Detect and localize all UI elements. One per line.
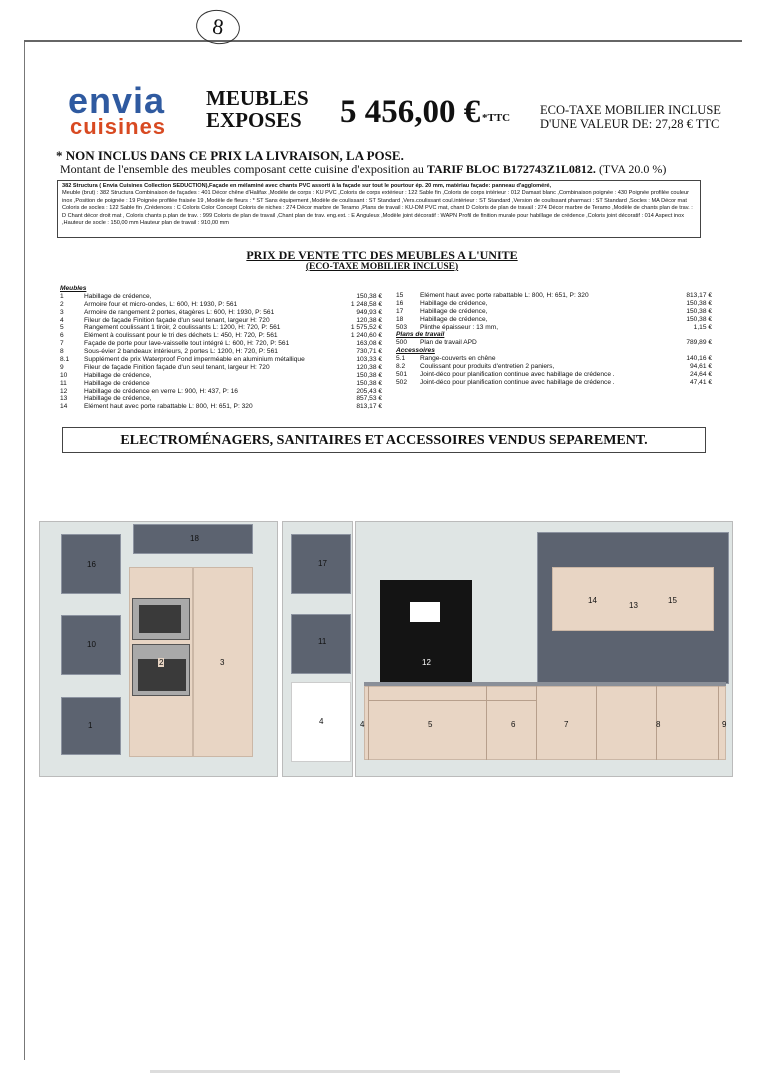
accessoire-row (396, 363, 712, 371)
item-price: 163,08 € (356, 340, 382, 348)
meuble-row (396, 308, 712, 316)
eco-tax-line2: D'UNE VALEUR DE: 27,28 € TTC (540, 117, 720, 131)
brand-logo-cuisines: cuisines (70, 114, 167, 139)
meuble-row (396, 292, 712, 300)
item-description: Coulissant pour produits d'entretien 2 paniers, (420, 363, 555, 371)
header-title (206, 87, 336, 131)
item-number: 502 (396, 378, 408, 386)
item-number: 500 (396, 339, 408, 347)
item-number: 1 (60, 292, 64, 300)
item-description: Joint-déco pour planification continue avec habillage de crédence . (420, 378, 615, 386)
item-description: Habillage de crédence, (420, 307, 488, 315)
item-number: 7 (60, 340, 64, 348)
item-price: 140,16 € (686, 355, 712, 363)
item-price: 150,38 € (686, 299, 712, 307)
item-number: 13 (60, 395, 68, 403)
item-description: Armoire de rangement 2 portes, étagères L: 600, H: 1930, P: 561 (84, 308, 275, 316)
item-price: 813,17 € (356, 403, 382, 411)
item-description: Range-couverts en chêne (420, 355, 496, 363)
label-4a: 4 (319, 717, 324, 726)
eco-tax-note (540, 103, 730, 131)
item-number: 14 (60, 403, 68, 411)
meuble-row (60, 340, 382, 348)
item-number: 5 (60, 324, 64, 332)
item-number: 501 (396, 370, 408, 378)
meuble-row (60, 403, 382, 411)
accessoires-heading: Accessoires (396, 347, 435, 355)
item-description: Plinthe épaisseur : 13 mm, (420, 323, 499, 331)
total-price: 5 456,00 € (340, 94, 481, 130)
label-5: 5 (428, 720, 433, 729)
meubles-heading: Meubles (60, 285, 87, 292)
eco-tax-line1: ECO-TAXE MOBILIER INCLUSE (540, 103, 721, 117)
label-14: 14 (588, 596, 597, 605)
scan-artifact (150, 1070, 620, 1073)
meuble-row (60, 372, 382, 380)
label-12: 12 (422, 658, 431, 667)
item-price: 1,15 € (693, 323, 712, 331)
meuble-row (60, 380, 382, 388)
item-price: 949,93 € (356, 308, 382, 316)
item-price: 120,38 € (356, 316, 382, 324)
item-description: Habillage de crédence, (420, 315, 488, 323)
montant-text: Montant de l'ensemble des meubles composant cette cuisine d'exposition au (60, 162, 424, 176)
item-description: Sous-évier 2 bandeaux intérieurs, 2 portes L: 1200, H: 720, P: 561 (84, 348, 278, 356)
label-15: 15 (668, 596, 677, 605)
kitchen-elevation-left (39, 521, 278, 777)
montant-line (60, 162, 666, 177)
section-subtitle: (ECO-TAXE MOBILIER INCLUSE) (305, 262, 459, 272)
meuble-row (60, 356, 382, 364)
item-description: Habillage de crédence, (420, 299, 488, 307)
item-description: Armoire four et micro-ondes, L: 600, H: 1930, P: 561 (84, 300, 238, 308)
glass-splashback-12 (380, 580, 472, 684)
label-16: 16 (87, 560, 96, 569)
item-description: Elément haut avec porte rabattable L: 800, H: 651, P: 320 (420, 292, 589, 299)
item-description: Supplément de prix Waterproof Fond imperméable en aluminium métallique (84, 356, 305, 364)
kitchen-elevation-right (355, 521, 733, 777)
label-11: 11 (318, 637, 327, 646)
accessoire-row (396, 355, 712, 363)
item-price: 205,43 € (356, 387, 382, 395)
item-number: 8.2 (396, 363, 406, 371)
item-number: 503 (396, 323, 408, 331)
item-description: Fileur de façade Finition façade d'un seul tenant, largeur H: 720 (84, 363, 270, 371)
item-price: 120,38 € (356, 363, 382, 371)
meuble-row (60, 324, 382, 332)
product-description-box (57, 180, 701, 238)
accessoire-row (396, 371, 712, 379)
item-description: Habillage de crédence (84, 379, 150, 387)
plans-heading: Plans de travail (396, 331, 445, 339)
plan-travail-row (396, 339, 712, 347)
meuble-row (60, 395, 382, 403)
oven (132, 644, 190, 696)
page-top-edge (24, 40, 742, 42)
item-price: 1 248,58 € (350, 300, 382, 308)
item-description: Habillage de crédence en verre L: 900, H: 437, P: 16 (84, 387, 238, 395)
item-price: 789,89 € (686, 339, 712, 347)
item-number: 12 (60, 387, 68, 395)
item-description: Habillage de crédence, (84, 292, 152, 300)
delivery-notice: * NON INCLUS DANS CE PRIX LA LIVRAISON, LA POSE. (56, 148, 404, 163)
price-list-right (396, 292, 712, 387)
label-10: 10 (87, 640, 96, 649)
accessoire-row (396, 379, 712, 387)
label-6: 6 (511, 720, 516, 729)
header-title-line1: MEUBLES (206, 86, 309, 110)
item-price: 730,71 € (356, 348, 382, 356)
item-number: 18 (396, 315, 404, 323)
brand-logo-envia: envia (68, 80, 166, 121)
item-number: 11 (60, 379, 67, 387)
item-price: 47,41 € (690, 378, 712, 386)
item-price: 94,61 € (690, 363, 712, 371)
label-9: 9 (722, 720, 727, 729)
item-price: 150,38 € (356, 292, 382, 300)
label-7: 7 (564, 720, 569, 729)
meuble-row (60, 309, 382, 317)
base-units (364, 686, 726, 760)
item-price: 150,38 € (686, 307, 712, 315)
item-price: 150,38 € (356, 371, 382, 379)
meuble-row (60, 364, 382, 372)
wall-units-14-15 (552, 567, 714, 631)
item-number: 3 (60, 308, 64, 316)
meuble-row (396, 300, 712, 308)
item-number: 4 (60, 316, 64, 324)
item-description: Façade de porte pour lave-vaisselle tout intégré L: 600, H: 720, P: 561 (84, 340, 290, 348)
item-number: 15 (396, 292, 404, 299)
item-number: 17 (396, 307, 404, 315)
label-1: 1 (88, 721, 93, 730)
item-price: 150,38 € (686, 315, 712, 323)
item-price: 813,17 € (686, 292, 712, 299)
item-number: 10 (60, 371, 68, 379)
item-price: 1 575,52 € (350, 324, 382, 332)
meuble-row (60, 332, 382, 340)
tarif-bloc: TARIF BLOC B172743Z1L0812. (426, 162, 596, 176)
meuble-row (60, 293, 382, 301)
item-number: 16 (396, 299, 404, 307)
item-description: Habillage de crédence, (84, 371, 152, 379)
page-left-edge (24, 40, 25, 1060)
item-price: 857,53 € (356, 395, 382, 403)
price-suffix: *TTC (482, 112, 511, 124)
item-description: Habillage de crédence, (84, 395, 152, 403)
kitchen-elevation-middle (282, 521, 353, 777)
item-number: 8.1 (60, 356, 70, 364)
separate-sale-banner: ELECTROMÉNAGERS, SANITAIRES ET ACCESSOIRES VENDUS SEPAREMENT. (62, 427, 706, 453)
item-description: Elément à coulissant pour le tri des déchets L: 450, H: 720, P: 561 (84, 332, 278, 340)
meuble-row (60, 317, 382, 325)
item-description: Joint-déco pour planification continue avec habillage de crédence . (420, 370, 615, 378)
meuble-row (396, 324, 712, 332)
header-title-line2: EXPOSES (206, 108, 302, 132)
price-list-left (60, 285, 382, 411)
meuble-row (396, 316, 712, 324)
item-description: Fileur de façade Finition façade d'un seul tenant, largeur H: 720 (84, 316, 270, 324)
label-18: 18 (190, 534, 199, 543)
label-3: 3 (220, 658, 225, 667)
label-13: 13 (629, 601, 638, 610)
item-number: 8 (60, 348, 64, 356)
label-8: 8 (656, 720, 661, 729)
section-title: PRIX DE VENTE TTC DES MEUBLES A L'UNITE (246, 248, 518, 262)
item-price: 24,64 € (690, 370, 712, 378)
item-price: 150,38 € (356, 379, 382, 387)
item-description: Elément haut avec porte rabattable L: 800, H: 651, P: 320 (84, 403, 253, 411)
meuble-row (60, 388, 382, 396)
label-4b: 4 (360, 720, 365, 729)
meuble-row (60, 348, 382, 356)
item-number: 5.1 (396, 355, 406, 363)
description-lead: 382 Structura ( Envia Cuisines Collection SEDUCTION),Façade en mélaminé avec chants PVC assorti à la façade sur tout le pourtour ép. 20 mm, matériau façade: panneau d'aggloméré, (62, 183, 552, 189)
item-price: 103,33 € (356, 356, 382, 364)
label-2: 2 (159, 658, 164, 667)
item-number: 9 (60, 363, 64, 371)
page-number-mark: 8 (194, 7, 242, 47)
meuble-row (60, 301, 382, 309)
microwave (132, 598, 190, 640)
tva-rate: (TVA 20.0 %) (598, 162, 667, 176)
description-body: Meuble (brut) : 382 Structura Combinaison de façades : 401 Décor chêne d'Halifax ,Modèle de corps : KU PVC ,Coloris de corps extérieur : 122 Sable fin ,Coloris de corps intérieur : 012 Damast blanc ,Combinaison poignée : 430 Poignée profilée couleur inox ,Position de poignée : 19 Poignée profilée fraisée 19 ,Modèle de fleurs : * ST Sans équipement ,Modèle de coulissant : ST Standard ,Vers.coulissant coul.intérieur : ST Standard ,Version de coulissant pharmaci : ST Standard ,Socles : MA Décor mat Coloris de socles : 122 Sable fin ,Crédences : C Coloris Color Concept Coloris de niches : 274 Décor marbre de Teramo ,Plans de travail : KU-DM PVC mat, chant D Coloris de plan de travail : 274 Décor marbre de Teramo ,Modèle de chants plan de trav. : D Chant décor droit mat , Coloris chants p.plan de trav. : 999 Coloris de plan de travail ,Chant plan de trav. eng.ext. : E Anguleux ,Modèle joint décoratif : WAPN Profil de finition murale pour habillage de crédence ,Coloris joint décoratif : 014 Aspect inox ,Hauteur de socle : 150,00 mm Hauteur plan de travail : 910,00 mm (62, 190, 693, 227)
item-description: Rangement coulissant 1 tiroir, 2 coulissants L: 1200, H: 720, P: 561 (84, 324, 281, 332)
label-17: 17 (318, 559, 327, 568)
item-number: 6 (60, 332, 64, 340)
item-description: Plan de travail APD (420, 339, 477, 347)
item-price: 1 240,60 € (350, 332, 382, 340)
item-number: 2 (60, 300, 64, 308)
